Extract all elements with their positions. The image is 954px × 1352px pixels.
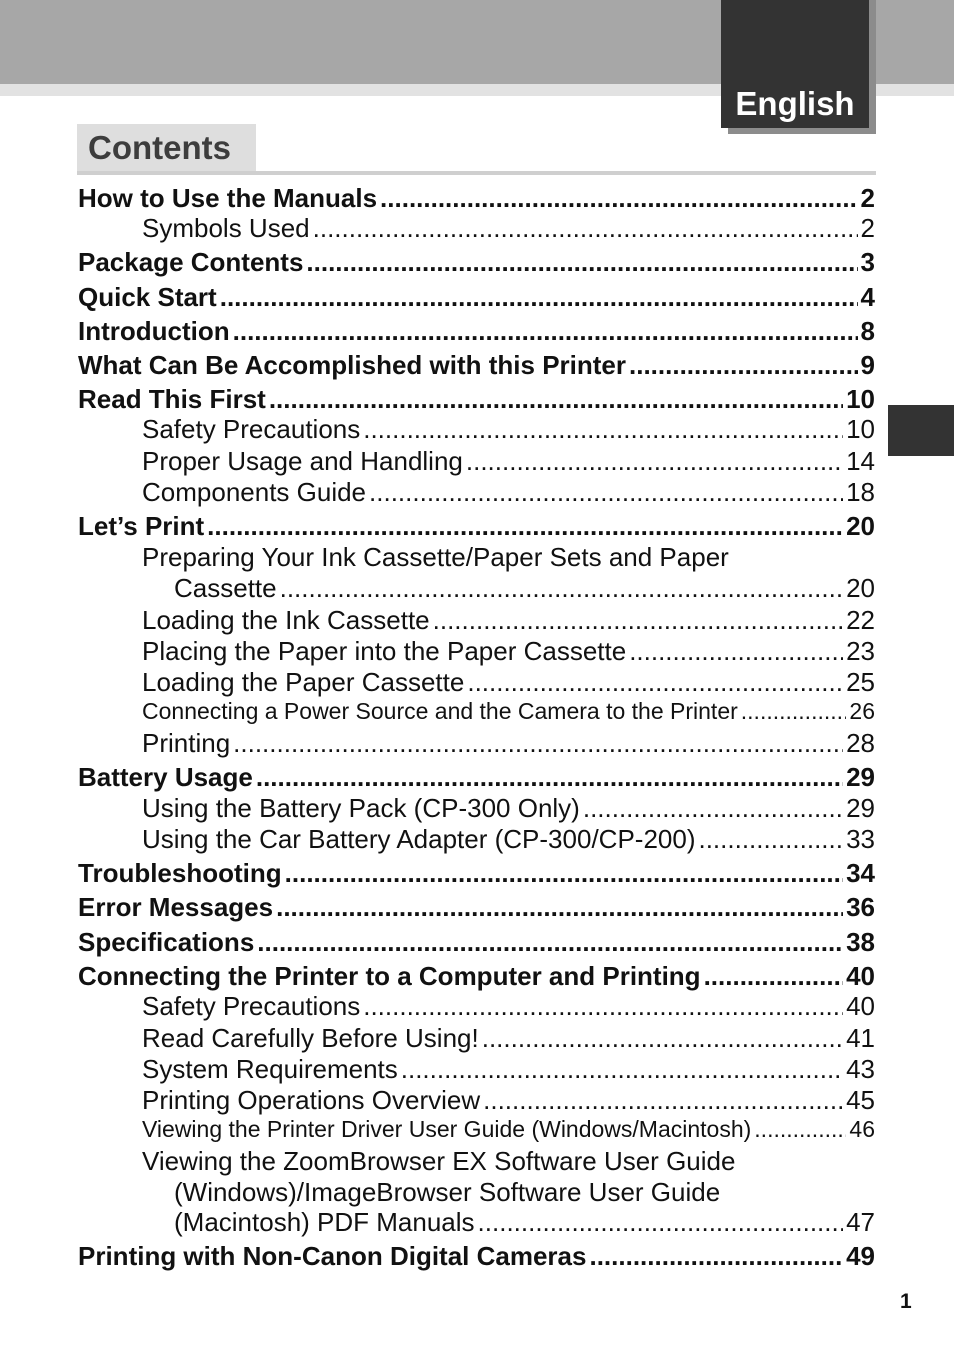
toc-entry — [78, 316, 875, 348]
toc-title: Read Carefully Before Using! — [142, 1023, 479, 1053]
toc-page-number: 43 — [846, 1054, 875, 1084]
toc-title: Loading the Ink Cassette — [142, 605, 430, 635]
toc-leader-dots — [256, 762, 843, 793]
toc-title: Quick Start — [78, 282, 217, 312]
toc-page-number: 47 — [846, 1207, 875, 1237]
toc-leader-dots — [478, 1207, 844, 1238]
toc-subentry — [142, 477, 875, 509]
toc-leader-dots — [363, 991, 843, 1022]
toc-page-number: 26 — [849, 698, 875, 724]
toc-leader-dots — [467, 667, 843, 698]
toc-entry — [78, 350, 875, 382]
toc-title: Let’s Print — [78, 511, 205, 541]
toc-title: Printing Operations Overview — [142, 1085, 481, 1115]
toc-page-number: 8 — [860, 316, 875, 346]
toc-subentry — [142, 728, 875, 760]
toc-page-number: 33 — [846, 824, 875, 854]
toc-page-number: 25 — [846, 667, 875, 697]
toc-page-number: 36 — [846, 892, 875, 922]
toc-subentry — [174, 573, 875, 605]
toc-leader-dots — [285, 858, 843, 889]
toc-title: Printing with Non-Canon Digital Cameras — [78, 1241, 587, 1271]
toc-subentry — [142, 542, 875, 574]
toc-page-number: 2 — [860, 213, 875, 243]
toc-leader-dots — [313, 213, 858, 244]
toc-page-number: 29 — [846, 762, 875, 792]
toc-subentry — [142, 1085, 875, 1117]
toc-leader-dots — [280, 573, 843, 604]
toc-title: What Can Be Accomplished with this Printer — [78, 350, 626, 380]
toc-page-number: 34 — [846, 858, 875, 888]
toc-subentry — [142, 414, 875, 446]
toc-title: Preparing Your Ink Cassette/Paper Sets and Paper — [142, 542, 729, 572]
toc-subentry — [142, 824, 875, 856]
toc-leader-dots — [741, 698, 847, 725]
toc-page-number: 40 — [846, 991, 875, 1021]
language-label: English — [735, 85, 855, 122]
toc-leader-dots — [220, 282, 858, 313]
toc-title: How to Use the Manuals — [78, 183, 378, 213]
toc-title: Safety Precautions — [142, 991, 361, 1021]
toc-page-number: 46 — [849, 1116, 875, 1142]
toc-page-number: 29 — [846, 793, 875, 823]
toc-title: Connecting a Power Source and the Camera to the Printer — [142, 698, 738, 724]
toc-leader-dots — [754, 1116, 846, 1143]
toc-page-number: 9 — [860, 350, 875, 380]
toc-subentry — [174, 1177, 875, 1209]
toc-title: Placing the Paper into the Paper Cassette — [142, 636, 627, 666]
toc-leader-dots — [629, 350, 858, 381]
toc-title: (Windows)/ImageBrowser Software User Guide — [174, 1177, 721, 1207]
toc-title: Introduction — [78, 316, 230, 346]
toc-title: Viewing the Printer Driver User Guide (Windows/Macintosh) — [142, 1116, 752, 1142]
toc-page-number: 23 — [846, 636, 875, 666]
toc-entry — [78, 961, 875, 993]
toc-leader-dots — [276, 892, 843, 923]
toc-title: Safety Precautions — [142, 414, 361, 444]
toc-subentry — [142, 1116, 875, 1148]
toc-leader-dots — [257, 927, 843, 958]
toc-leader-dots — [483, 1085, 843, 1116]
toc-leader-dots — [433, 605, 843, 636]
toc-leader-dots — [482, 1023, 843, 1054]
toc-title: Using the Car Battery Adapter (CP-300/CP-200) — [142, 824, 696, 854]
toc-title: Loading the Paper Cassette — [142, 667, 465, 697]
toc-page-number: 2 — [860, 183, 875, 213]
toc-subentry — [142, 605, 875, 637]
toc-title: Read This First — [78, 384, 266, 414]
toc-page-number: 38 — [846, 927, 875, 957]
toc-subentry — [142, 793, 875, 825]
toc-entry — [78, 858, 875, 890]
toc-page-number: 49 — [846, 1241, 875, 1271]
toc-leader-dots — [269, 384, 843, 415]
toc-page-number: 10 — [846, 384, 875, 414]
toc-leader-dots — [401, 1054, 843, 1085]
toc-subentry — [142, 1023, 875, 1055]
toc-page-number: 20 — [846, 511, 875, 541]
toc-subentry — [142, 667, 875, 699]
toc-title: Error Messages — [78, 892, 274, 922]
toc-page-number: 10 — [846, 414, 875, 444]
toc-leader-dots — [704, 961, 844, 992]
toc-leader-dots — [363, 414, 843, 445]
toc-leader-dots — [369, 477, 843, 508]
toc-subentry — [142, 636, 875, 668]
toc-leader-dots — [207, 511, 843, 542]
toc-entry — [78, 1241, 875, 1273]
toc-leader-dots — [380, 183, 857, 214]
toc-title: Using the Battery Pack (CP-300 Only) — [142, 793, 580, 823]
toc-entry — [78, 892, 875, 924]
toc-subentry — [174, 1207, 875, 1239]
toc-page-number: 28 — [846, 728, 875, 758]
toc-leader-dots — [466, 446, 843, 477]
toc-entry — [78, 384, 875, 416]
toc-leader-dots — [698, 824, 843, 855]
toc-leader-dots — [306, 247, 857, 278]
toc-title: Components Guide — [142, 477, 367, 507]
toc-title: Battery Usage — [78, 762, 253, 792]
toc-page-number: 14 — [846, 446, 875, 476]
toc-subentry — [142, 698, 875, 730]
toc-page-number: 40 — [846, 961, 875, 991]
toc-leader-dots — [629, 636, 843, 667]
toc-page-number: 41 — [846, 1023, 875, 1053]
toc-subentry — [142, 1054, 875, 1086]
toc-subentry — [142, 213, 875, 245]
toc-subentry — [142, 1146, 875, 1178]
contents-heading: Contents — [77, 124, 256, 172]
toc-subentry — [142, 991, 875, 1023]
toc-title: Printing — [142, 728, 231, 758]
toc-entry — [78, 247, 875, 279]
toc-title: Package Contents — [78, 247, 304, 277]
toc-title: Cassette — [174, 573, 277, 603]
toc-title: System Requirements — [142, 1054, 398, 1084]
toc-page-number: 20 — [846, 573, 875, 603]
page-number: 1 — [900, 1290, 912, 1313]
toc-title: Connecting the Printer to a Computer and Printing — [78, 961, 701, 991]
toc-title: Viewing the ZoomBrowser EX Software User Guide — [142, 1146, 736, 1176]
toc-subentry — [142, 446, 875, 478]
toc-leader-dots — [233, 728, 843, 759]
toc-page-number: 4 — [860, 282, 875, 312]
toc-title: Proper Usage and Handling — [142, 446, 463, 476]
toc-title: Symbols Used — [142, 213, 310, 243]
toc-page-number: 45 — [846, 1085, 875, 1115]
toc-leader-dots — [583, 793, 843, 824]
toc-page-number: 3 — [860, 247, 875, 277]
toc-title: Troubleshooting — [78, 858, 282, 888]
toc-leader-dots — [589, 1241, 843, 1272]
toc-entry — [78, 511, 875, 543]
toc-page-number: 22 — [846, 605, 875, 635]
toc-title: Specifications — [78, 927, 255, 957]
toc-title: (Macintosh) PDF Manuals — [174, 1207, 475, 1237]
toc-entry — [78, 282, 875, 314]
toc-entry — [78, 183, 875, 215]
toc-entry — [78, 762, 875, 794]
toc-entry — [78, 927, 875, 959]
toc-leader-dots — [233, 316, 858, 347]
toc-page-number: 18 — [846, 477, 875, 507]
